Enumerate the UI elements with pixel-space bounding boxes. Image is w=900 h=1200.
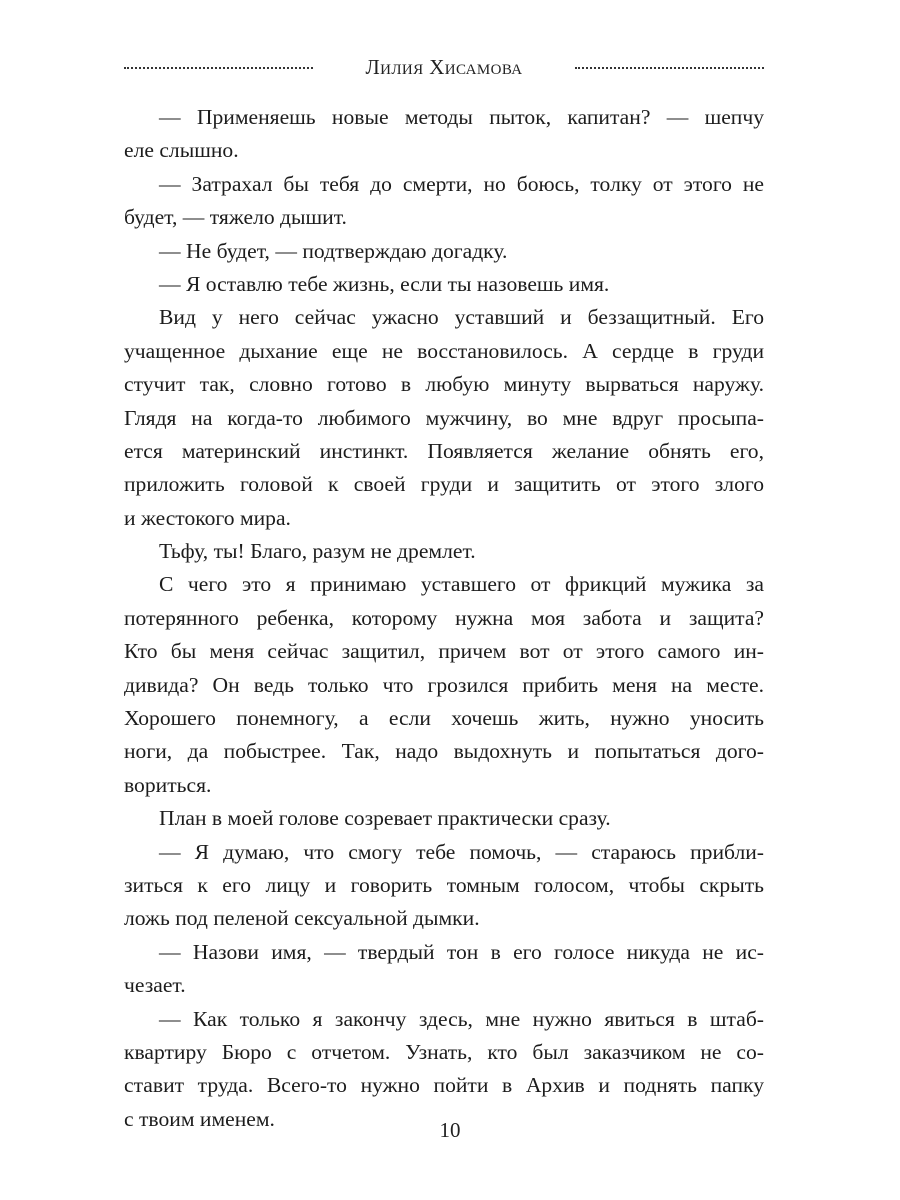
text-line: Хорошего понемногу, а если хочешь жить, нужно уносить	[124, 706, 764, 731]
text-line: ноги, да побыстрее. Так, надо выдохнуть и попытаться дого-	[124, 739, 764, 764]
text-line: вориться.	[124, 772, 212, 797]
paragraph	[124, 568, 764, 802]
text-line: — Назови имя, — твердый тон в его голосе никуда не ис-	[159, 939, 764, 964]
text-line: дивида? Он ведь только что грозился прибить меня на месте.	[124, 672, 764, 697]
text-line: чезает.	[124, 973, 186, 998]
text-line: Тьфу, ты! Благо, разум не дремлет.	[159, 539, 476, 564]
header-dotted-rule-left	[124, 67, 313, 69]
paragraph	[124, 301, 764, 535]
paragraph	[124, 836, 764, 936]
paragraph	[124, 936, 764, 1003]
text-line: будет, — тяжело дышит.	[124, 205, 347, 230]
text-line: — Я думаю, что смогу тебе помочь, — стараюсь прибли-	[159, 839, 764, 864]
text-line: ложь под пеленой сексуальной дымки.	[124, 906, 480, 931]
text-line: — Как только я закончу здесь, мне нужно явиться в штаб-	[159, 1006, 764, 1031]
text-line: — Затрахал бы тебя до смерти, но боюсь, толку от этого не	[159, 171, 764, 196]
text-line: учащенное дыхание еще не восстановилось. А сердце в груди	[124, 338, 764, 363]
body-text	[124, 101, 764, 1136]
text-line: ставит труда. Всего-то нужно пойти в Архив и поднять папку	[124, 1073, 764, 1098]
paragraph	[124, 1003, 764, 1137]
page-number: 10	[439, 1118, 461, 1142]
paragraph	[124, 268, 764, 301]
text-line: Кто бы меня сейчас защитил, причем вот от этого самого ин-	[124, 639, 764, 664]
text-line: Глядя на когда-то любимого мужчину, во мне вдруг просыпа-	[124, 405, 764, 430]
header-dotted-rule-right	[575, 67, 764, 69]
text-line: с твоим именем.	[124, 1106, 275, 1131]
text-line: — Не будет, — подтверждаю догадку.	[159, 238, 508, 263]
text-line: План в моей голове созревает практически сразу.	[159, 806, 611, 831]
text-line: квартиру Бюро с отчетом. Узнать, кто был заказчиком не со-	[124, 1039, 764, 1064]
paragraph	[124, 235, 764, 268]
text-line: — Я оставлю тебе жизнь, если ты назовешь имя.	[159, 271, 610, 296]
text-line: Вид у него сейчас ужасно уставший и беззащитный. Его	[159, 305, 764, 330]
text-line: — Применяешь новые методы пыток, капитан? — шепчу	[159, 105, 764, 129]
paragraph	[124, 101, 764, 168]
running-header	[124, 50, 764, 84]
text-line: зиться к его лицу и говорить томным голосом, чтобы скрыть	[124, 872, 764, 897]
paragraph	[124, 802, 764, 835]
text-line: и жестокого мира.	[124, 505, 291, 530]
text-line: стучит так, словно готово в любую минуту вырваться наружу.	[124, 372, 764, 397]
text-line: приложить головой к своей груди и защитить от этого злого	[124, 472, 764, 497]
text-line: еле слышно.	[124, 138, 239, 163]
text-line: С чего это я принимаю уставшего от фрикций мужика за	[159, 572, 764, 597]
paragraph	[124, 535, 764, 568]
paragraph	[124, 168, 764, 235]
author-name: Лилия Хисамова	[365, 54, 523, 79]
text-line: ется материнский инстинкт. Появляется желание обнять его,	[124, 438, 764, 463]
text-line: потерянного ребенка, которому нужна моя забота и защита?	[124, 605, 764, 630]
